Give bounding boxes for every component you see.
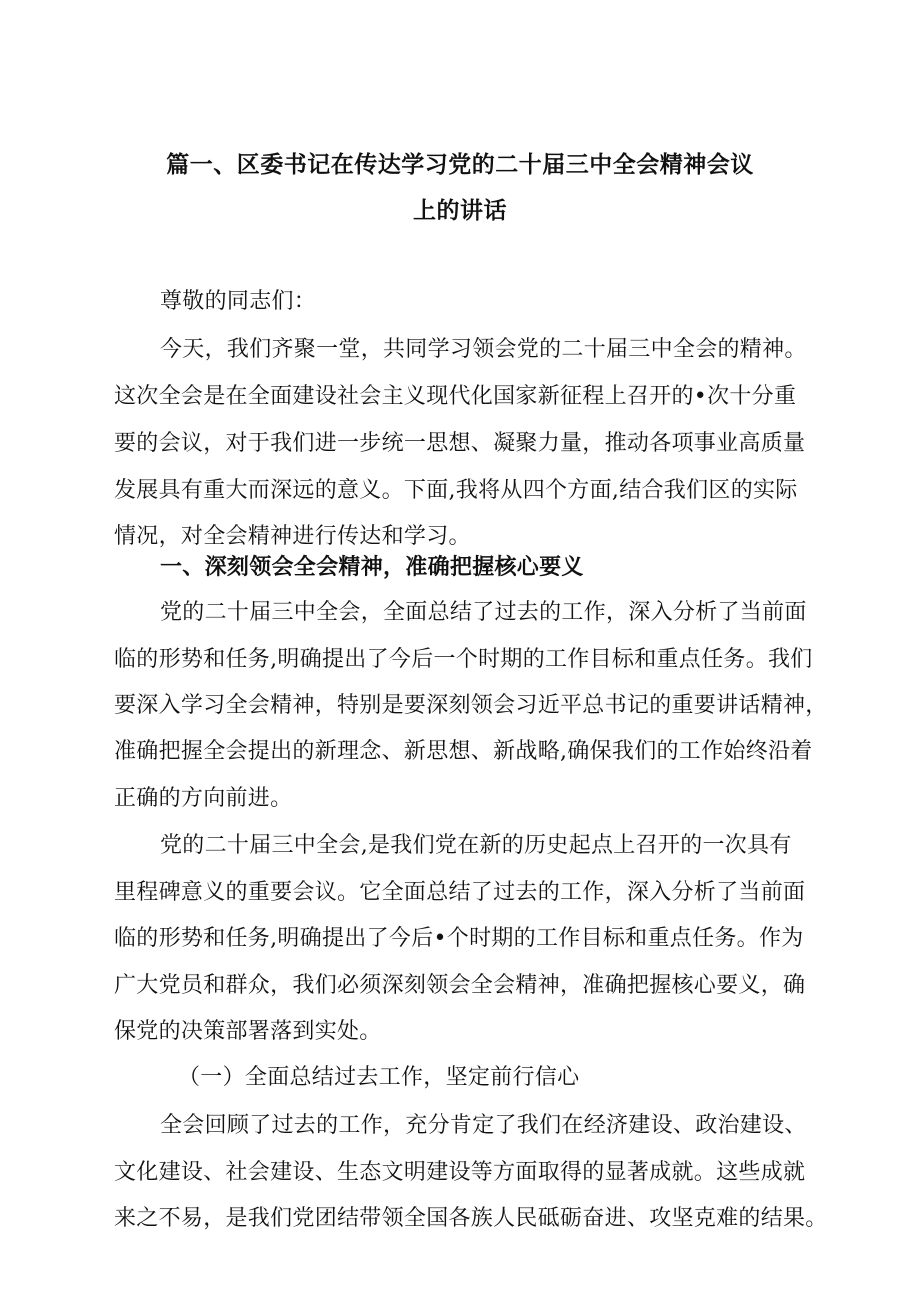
paragraph-3-line: 临的形势和任务,明确提出了今后•个时期的工作目标和重点任务。作为 (114, 926, 804, 951)
paragraph-1-line: 今天，我们齐聚一堂，共同学习领会党的二十届三中全会的精神。 (160, 337, 807, 362)
paragraph-4-line: 来之不易，是我们党团结带领全国各族人民砥砺奋进、攻坚克难的结果。 (114, 1206, 828, 1231)
document-title-line-2: 上的讲话 (413, 197, 507, 224)
paragraph-1-line: 这次全会是在全面建设社会主义现代化国家新征程上召开的•次十分重 (114, 384, 797, 409)
paragraph-3-line: 广大党员和群众，我们必须深刻领会全会精神，准确把握核心要义，确 (114, 973, 806, 998)
paragraph-2-line: 要深入学习全会精神，特别是要深刻领会习近平总书记的重要讲话精神， (114, 693, 828, 718)
paragraph-2-line: 正确的方向前进。 (114, 786, 293, 811)
greeting: 尊敬的同志们： (160, 289, 317, 314)
paragraph-1-line: 要的会议，对于我们进一步统一思想、凝聚力量，推动各项事业高质量 (114, 431, 806, 456)
paragraph-4-line: 文化建设、社会建设、生态文明建设等方面取得的显著成就。这些成就 (114, 1160, 806, 1185)
paragraph-2-line: 临的形势和任务,明确提出了今后一个时期的工作目标和重点任务。我们 (114, 647, 813, 672)
paragraph-3-line: 保党的决策部署落到实处。 (114, 1019, 382, 1044)
paragraph-4-line: 全会回顾了过去的工作，充分肯定了我们在经济建设、政治建设、 (160, 1113, 807, 1138)
document-title-line-1: 篇一、区委书记在传达学习党的二十届三中全会精神会议 (166, 151, 754, 178)
paragraph-3-line: 党的二十届三中全会,是我们党在新的历史起点上召开的一次具有 (160, 833, 792, 858)
paragraph-2-line: 准确把握全会提出的新理念、新思想、新战略,确保我们的工作始终沿着 (114, 739, 813, 764)
paragraph-3-line: 里程碑意义的重要会议。它全面总结了过去的工作，深入分析了当前面 (114, 880, 806, 905)
paragraph-1-line: 情况，对全会精神进行传达和学习。 (114, 524, 471, 549)
subsection-heading-1: （一）全面总结过去工作，坚定前行信心 (178, 1065, 580, 1090)
paragraph-2-line: 党的二十届三中全会，全面总结了过去的工作，深入分析了当前面 (160, 600, 807, 625)
section-heading-1: 一、深刻领会全会精神，准确把握核心要义 (160, 554, 584, 580)
paragraph-1-line: 发展具有重大而深远的意义。下面,我将从四个方面,结合我们区的实际 (114, 478, 798, 503)
